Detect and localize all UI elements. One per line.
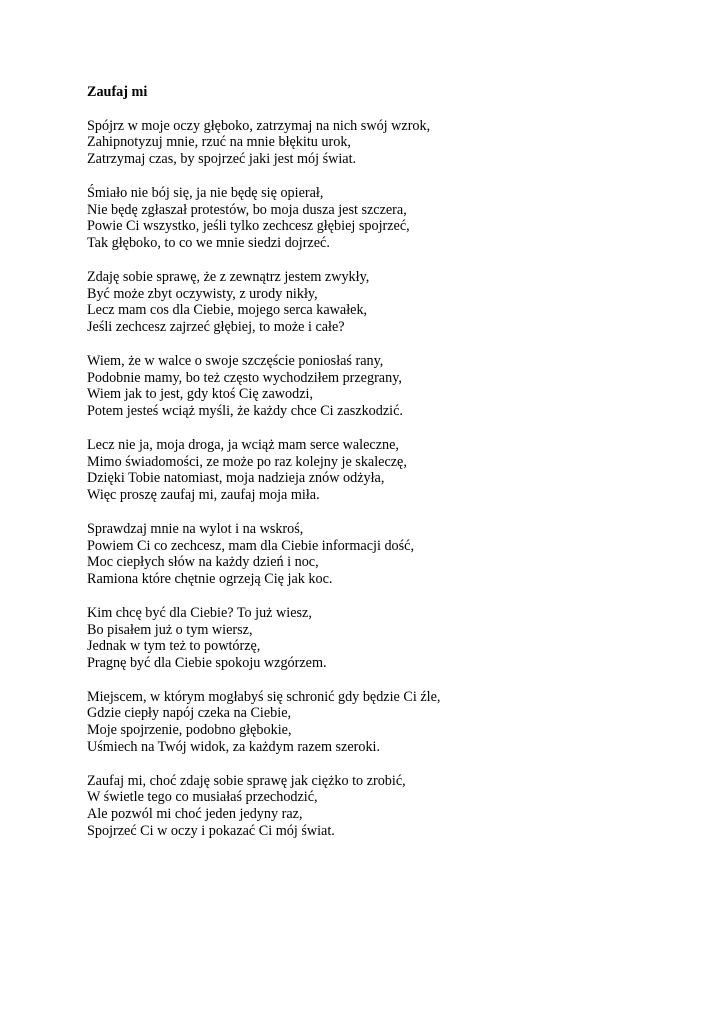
poem-line: Uśmiech na Twój widok, za każdym razem szeroki. <box>87 739 381 756</box>
poem-line: Ramiona które chętnie ogrzeją Cię jak koc. <box>87 571 333 588</box>
stanza-6 <box>87 521 687 588</box>
poem-line: Ale pozwól mi choć jeden jedyny raz, <box>87 806 303 823</box>
poem-line: Bo pisałem już o tym wiersz, <box>87 621 253 638</box>
poem-line: Miejscem, w którym mogłabyś się schronić gdy będzie Ci źle, <box>87 688 441 705</box>
poem-line: Śmiało nie bój się, ja nie będę się opierał, <box>87 184 324 201</box>
stanza-1 <box>87 118 687 168</box>
poem-line: Lecz mam cos dla Ciebie, mojego serca kawałek, <box>87 302 368 319</box>
poem-title: Zaufaj mi <box>87 84 148 100</box>
poem-line: Jednak w tym też to powtórzę, <box>87 638 261 655</box>
poem-line: W świetle tego co musiałaś przechodzić, <box>87 789 318 806</box>
poem-line: Podobnie mamy, bo też często wychodziłem przegrany, <box>87 369 402 386</box>
poem-line: Zatrzymaj czas, by spojrzeć jaki jest mój świat. <box>87 151 357 168</box>
stanza-2 <box>87 185 687 252</box>
poem-line: Wiem jak to jest, gdy ktoś Cię zawodzi, <box>87 386 313 403</box>
poem-line: Być może zbyt oczywisty, z urody nikły, <box>87 285 318 302</box>
poem-line: Sprawdzaj mnie na wylot i na wskroś, <box>87 520 304 537</box>
poem-line: Gdzie ciepły napój czeka na Ciebie, <box>87 705 292 722</box>
stanza-8 <box>87 689 687 756</box>
poem-line: Więc proszę zaufaj mi, zaufaj moja miła. <box>87 487 320 504</box>
stanza-7 <box>87 605 687 672</box>
poem-line: Jeśli zechcesz zajrzeć głębiej, to może i całe? <box>87 319 345 336</box>
poem-line: Nie będę zgłaszał protestów, bo moja dusza jest szczera, <box>87 201 407 218</box>
stanza-3 <box>87 269 687 336</box>
poem <box>87 84 687 857</box>
poem-line: Powie Ci wszystko, jeśli tylko zechcesz głębiej spojrzeć, <box>87 218 410 235</box>
stanza-9 <box>87 773 687 840</box>
poem-line: Dzięki Tobie natomiast, moja nadzieja znów odżyła, <box>87 470 385 487</box>
poem-line: Zaufaj mi, choć zdaję sobie sprawę jak ciężko to zrobić, <box>87 772 406 789</box>
poem-line: Moje spojrzenie, podobno głębokie, <box>87 722 292 739</box>
poem-line: Wiem, że w walce o swoje szczęście poniosłaś rany, <box>87 352 384 369</box>
poem-line: Moc ciepłych słów na każdy dzień i noc, <box>87 554 319 571</box>
poem-line: Mimo świadomości, ze może po raz kolejny je skaleczę, <box>87 453 407 470</box>
stanza-4 <box>87 353 687 420</box>
poem-line: Zdaję sobie sprawę, że z zewnątrz jestem zwykły, <box>87 268 370 285</box>
stanza-5 <box>87 437 687 504</box>
poem-line: Kim chcę być dla Ciebie? To już wiesz, <box>87 604 312 621</box>
poem-line: Spójrz w moje oczy głęboko, zatrzymaj na nich swój wzrok, <box>87 117 431 134</box>
poem-line: Pragnę być dla Ciebie spokoju wzgórzem. <box>87 655 327 672</box>
poem-line: Powiem Ci co zechcesz, mam dla Ciebie informacji dość, <box>87 537 414 554</box>
poem-line: Potem jesteś wciąż myśli, że każdy chce Ci zaszkodzić. <box>87 403 403 420</box>
poem-line: Spojrzeć Ci w oczy i pokazać Ci mój świat. <box>87 823 335 840</box>
poem-line: Zahipnotyzuj mnie, rzuć na mnie błękitu urok, <box>87 134 351 151</box>
poem-line: Tak głęboko, to co we mnie siedzi dojrzeć. <box>87 235 330 252</box>
poem-line: Lecz nie ja, moja droga, ja wciąż mam serce waleczne, <box>87 436 399 453</box>
